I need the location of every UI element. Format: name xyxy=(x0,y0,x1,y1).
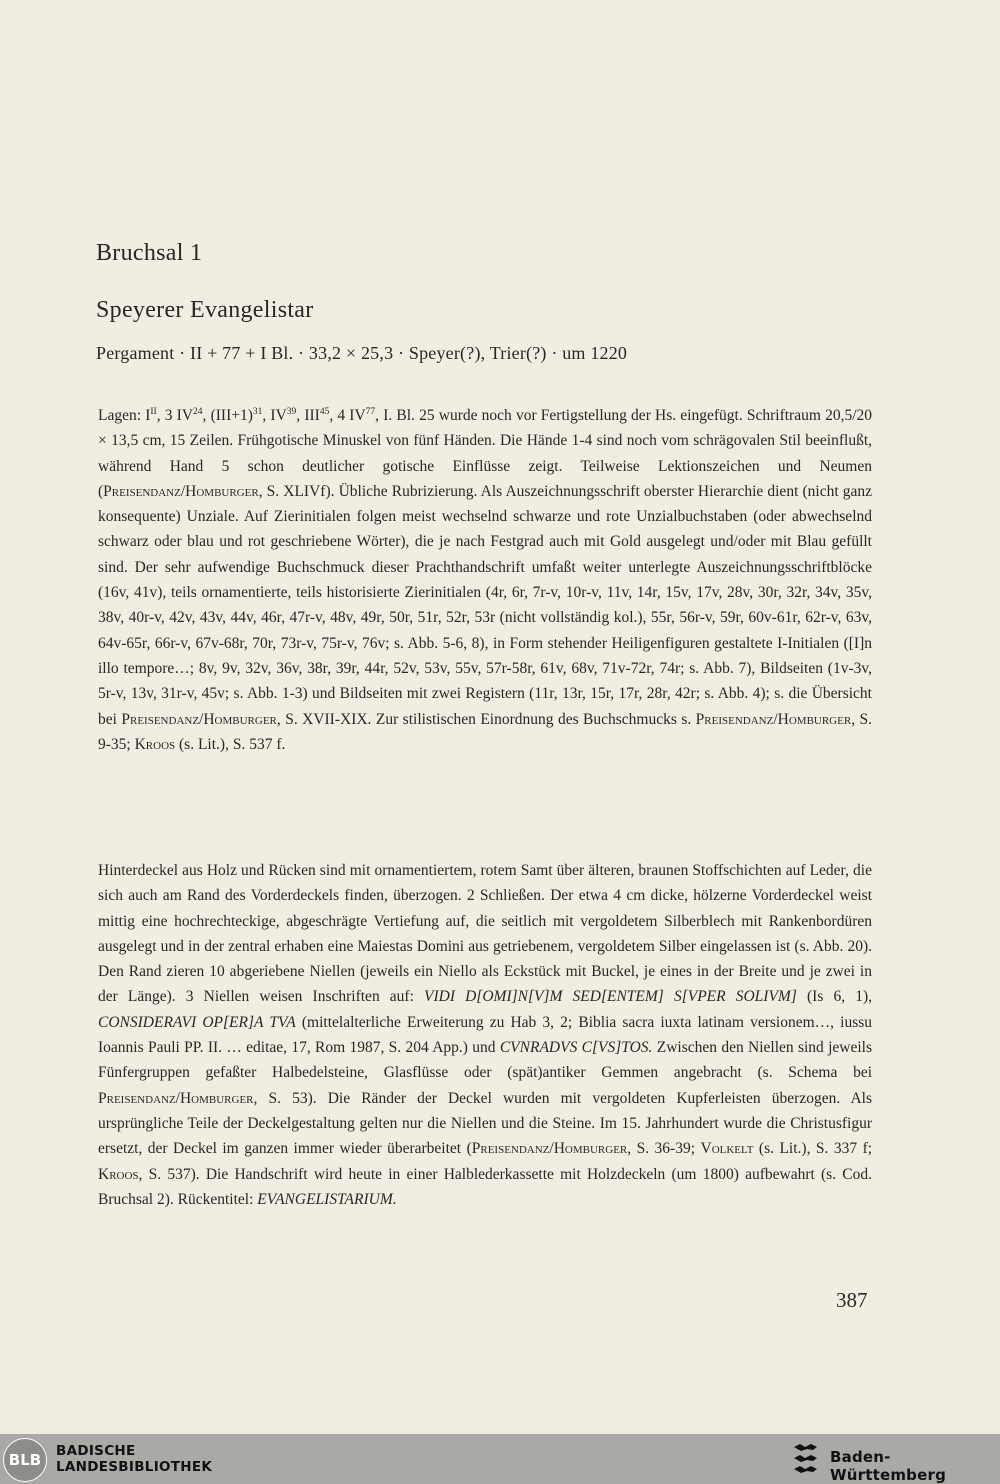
library-name-line1: BADISCHE xyxy=(56,1443,136,1459)
manuscript-metadata: Pergament · II + 77 + I Bl. · 33,2 × 25,3 · Speyer(?), Trier(?) · um 1220 xyxy=(96,343,628,363)
library-name-line2: LANDESBIBLIOTHEK xyxy=(56,1459,213,1475)
state-name[interactable]: Baden-Württemberg xyxy=(830,1448,947,1484)
codicology-paragraph: Lagen: $I^{II}$, 3 IV$^{24}$, $(III+1)^{31}$, IV$^{39}$, III$^{45}$, 4 IV$^{77}$, I. Bl. 25 wurde noch vor Fertigstellung der Hs. eingefügt. Schriftraum 20,5/20 × 13,5 cm, 15 Zeilen. Frühgotische Minuskel von fünf Händen. Die Hände 1-4 sind noch vom schrägovalen Stil beeinflußt, während Hand 5 schon deutlicher gotische Einflüsse zeigt. Teilweise Lektionszeichen und Neumen (Preisendanz/Homburger, S. XLIVf). Übliche Rubrizierung. Als Auszeichnungsschrift oberster Hierarchie dient (nicht ganz konsequente) Unziale. Auf Zierinitialen folgen meist wechselnd schwarze und rote Unzialbuchstaben (oder abwechselnd schwarz oder blau und rot geschriebene Wörter), die je nach Festgrad auch mit Gold ausgelegt und/oder mit Blau gefüllt sind. Der sehr aufwendige Buchschmuck dieser Prachthandschrift umfaßt weiter unterlegte Auszeichnungsschriftblöcke (16v, 41v), teils ornamentierte, teils historisierte Zierinitialen (4r, 6r, 7r-v, 10r-v, 11v, 14r, 15v, 17v, 28v, 30r, 32r, 34v, 35v, 38v, 40r-v, 42v, 43v, 44v, 46r, 47r-v, 48v, 49r, 50r, 51r, 52r, 53r (nicht vollständig kol.), 55r, 56r-v, 59r, 60v-61r, 62r-v, 63v, 64v-65r, 66r-v, 67v-68r, 70r, 73r-v, 75r-v, 76v; s. Abb. 5-6, 8), in Form stehender Heiligenfiguren gestaltete I-Initialen ([I]n illo tempore…; 8v, 9v, 32v, 36v, 38r, 39r, 44r, 52v, 53v, 55v, 57r-58r, 61v, 68v, 71v-72r, 74r; s. Abb. 7), Bildseiten (1v-3v, 5r-v, 13v, 31r-v, 45v; s. Abb. 1-3) und Bildseiten mit zwei Registern (11r, 13r, 15r, 17r, 28r, 42r; s. Abb. 4); s. die Übersicht bei Preisendanz/Homburger, S. XVII-XIX. Zur stilistischen Einordnung des Buchschmucks s. Preisendanz/Homburger, S. 9-35; Kroos (s. Lit.), S. 537 f. xyxy=(98,407,872,753)
binding-paragraph: Hinterdeckel aus Holz und Rücken sind mit ornamentiertem, rotem Samt über älteren, braunen Stoffschichten auf Leder, die sich auch am Rand des Vorderdeckels finden, überzogen. 2 Schließen. Der etwa 4 cm dicke, hölzerne Vorderdeckel weist mittig eine hochrechteckige, abgeschrägte Vertiefung auf, die seitlich mit vergoldetem Silberblech mit Rankenbordüren ausgelegt und in der zentral erhaben eine Maiestas Domini aus getriebenem, vergoldetem Silber eingelassen ist (s. Abb. 20). Den Rand zieren 10 abgeriebene Niellen (jeweils ein Niello als Eckstück mit Buckel, je eines in der Breite und je zwei in der Länge). 3 Niellen weisen Inschriften auf: VIDI D[OMI]N[V]M SED[ENTEM] S[VPER SOLIVM] (Is 6, 1), CONSIDERAVI OP[ER]A TVA (mittelalterliche Erweiterung zu Hab 3, 2; Biblia sacra iuxta latinam versionem…, iussu Ioannis Pauli PP. II. … editae, 17, Rom 1987, S. 204 App.) und CVNRADVS C[VS]TOS. Zwischen den Niellen sind jeweils Fünfergruppen gefaßter Halbedelsteine, Glasflüsse oder (spät)antiker Gemmen angebracht (s. Schema bei Preisendanz/Homburger, S. 53). Die Ränder der Deckel wurden mit vergoldeten Kupferleisten überzogen. Als ursprüngliche Teile der Deckelgestaltung gelten nur die Niellen und die Steine. Im 15. Jahrhundert wurde die Christusfigur ersetzt, der Deckel im ganzen immer wieder überarbeitet (Preisendanz/Homburger, S. 36-39; Volkelt (s. Lit.), S. 337 f; Kroos, S. 537). Die Handschrift wird heute in einer Halblederkassette mit Holzdeckeln (um 1800) aufbewahrt (s. Cod. Bruchsal 2). Rückentitel: EVANGELISTARIUM. xyxy=(98,862,873,1208)
footer-bar xyxy=(0,1434,1000,1484)
collection-signature: Bruchsal 1 xyxy=(96,240,203,266)
manuscript-title: Speyerer Evangelistar xyxy=(96,297,314,323)
coat-of-arms-lions-icon xyxy=(791,1441,821,1477)
page-number: 387 xyxy=(836,1288,868,1312)
blb-logo[interactable]: BLB xyxy=(3,1438,47,1482)
library-name[interactable] xyxy=(56,1443,212,1475)
